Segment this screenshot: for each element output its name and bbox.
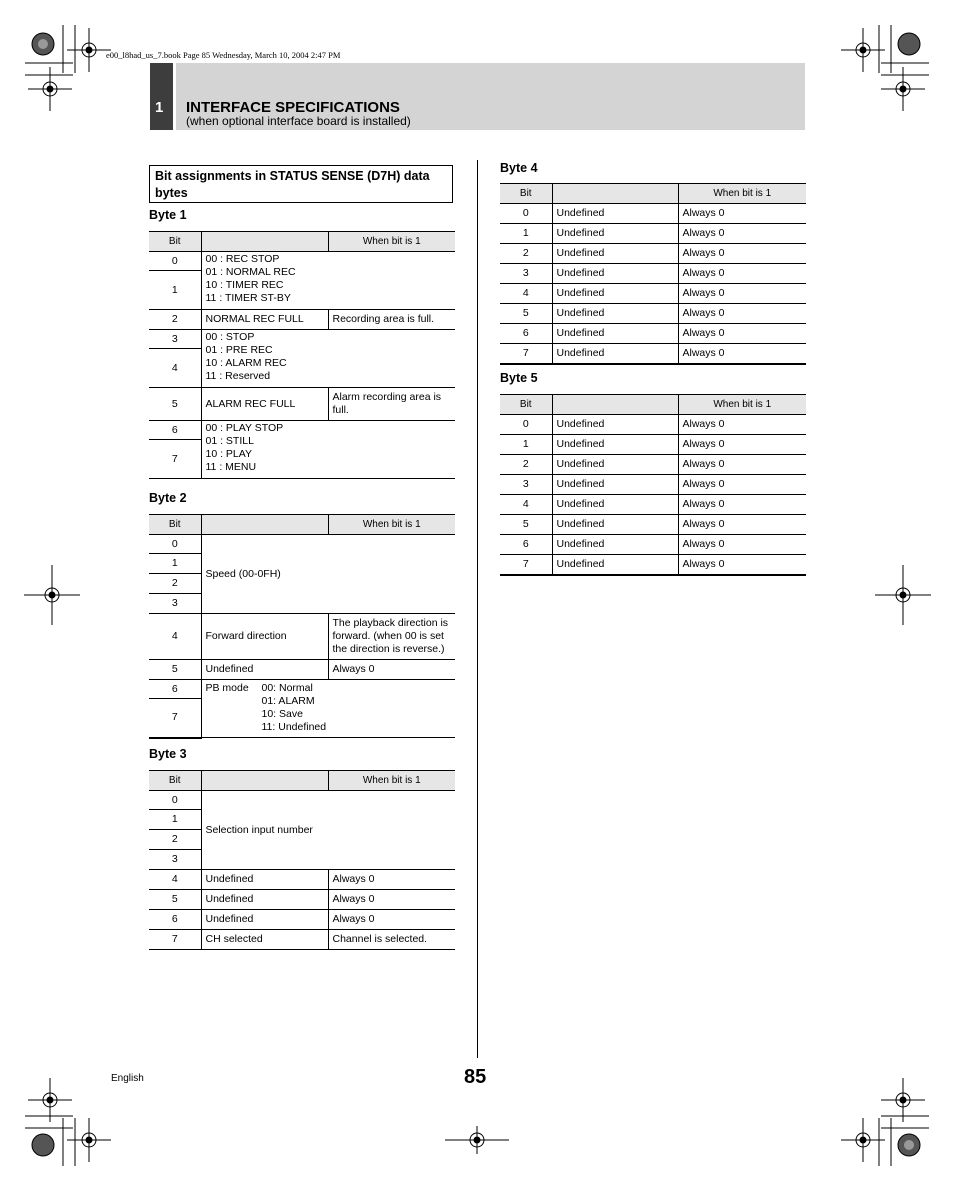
table-row [500,535,806,555]
desc-cell: Undefined [552,475,678,495]
desc-cell: Undefined [552,224,678,244]
table-row [149,421,455,440]
bit-cell: 6 [149,421,201,440]
desc-cell: CH selected [201,930,328,950]
table-row [500,455,806,475]
when-cell: Always 0 [678,435,806,455]
bit-cell: 4 [149,870,201,890]
bit-cell: 6 [149,910,201,930]
table-row [149,388,455,421]
table-row [149,252,455,271]
table-row [500,555,806,575]
bit-cell: 4 [149,349,201,388]
bit-cell: 0 [500,204,552,224]
table-row [149,680,455,699]
bit-cell: 2 [149,830,201,850]
table-row [149,870,455,890]
desc-cell: Undefined [552,495,678,515]
byte4-label: Byte 4 [500,161,538,175]
bit-cell: 7 [149,930,201,950]
desc-cell: Speed (00-0FH) [201,535,455,614]
desc-cell: NORMAL REC FULL [201,310,328,330]
table-row [500,244,806,264]
table-row [500,224,806,244]
col-bit-header: Bit [149,232,201,252]
when-cell: The playback direction is forward. (when 00 is set the direction is reverse.) [328,614,455,660]
bit-cell: 3 [500,475,552,495]
page-subtitle: (when optional interface board is installed) [186,114,411,128]
bit-cell: 4 [500,284,552,304]
table-header-row [149,771,455,791]
table-row [500,304,806,324]
desc-cell: 00 : REC STOP 01 : NORMAL REC 10 : TIMER REC 11 : TIMER ST-BY [201,252,455,310]
byte3-label: Byte 3 [149,747,187,761]
desc-cell: Undefined [201,870,328,890]
table-row [149,660,455,680]
desc-cell [201,680,455,738]
when-cell: Always 0 [328,910,455,930]
page-number: 85 [464,1066,487,1088]
bit-cell: 5 [149,890,201,910]
bit-cell: 6 [500,535,552,555]
table-row [500,495,806,515]
when-cell: Always 0 [678,284,806,304]
col-when-header: When bit is 1 [328,771,455,791]
when-cell: Always 0 [678,515,806,535]
table-header-row [500,184,806,204]
col-desc-header [201,771,328,791]
when-cell: Always 0 [678,244,806,264]
bit-cell: 0 [149,252,201,271]
bit-cell: 2 [500,455,552,475]
table-row [500,324,806,344]
byte1-label: Byte 1 [149,208,187,222]
section-heading: Bit assignments in STATUS SENSE (D7H) data bytes [149,165,453,203]
when-cell: Always 0 [678,415,806,435]
desc-cell: Selection input number [201,791,455,870]
when-cell: Always 0 [328,660,455,680]
bit-cell: 3 [500,264,552,284]
desc-cell: Undefined [552,244,678,264]
when-cell: Always 0 [678,535,806,555]
bit-cell: 1 [149,271,201,310]
col-bit-header: Bit [500,395,552,415]
col-bit-header: Bit [500,184,552,204]
print-info-line: e00_l8had_us_7.book Page 85 Wednesday, March 10, 2004 2:47 PM [106,50,341,60]
table-row [149,890,455,910]
bit-cell: 7 [149,699,201,738]
desc-cell: Undefined [552,264,678,284]
table-row [149,330,455,349]
bit-cell: 5 [500,515,552,535]
byte1-table [149,231,455,479]
table-header-row [149,232,455,252]
when-cell: Always 0 [678,495,806,515]
bit-cell: 0 [149,535,201,554]
bit-cell: 1 [500,224,552,244]
when-cell: Always 0 [328,870,455,890]
table-row [500,435,806,455]
desc-cell: Undefined [201,890,328,910]
bit-cell: 7 [500,344,552,364]
bit-cell: 2 [500,244,552,264]
col-desc-header [201,232,328,252]
byte4-table [500,183,806,365]
bit-cell: 2 [149,310,201,330]
bit-cell: 6 [500,324,552,344]
col-when-header: When bit is 1 [328,515,455,535]
table-row [500,264,806,284]
when-cell: Always 0 [678,455,806,475]
table-row [149,535,455,554]
desc-cell: Undefined [552,415,678,435]
col-desc-header [552,395,678,415]
byte2-label: Byte 2 [149,491,187,505]
col-bit-header: Bit [149,771,201,791]
desc-cell: Undefined [552,555,678,575]
when-cell: Always 0 [678,304,806,324]
chapter-number: 1 [155,99,164,116]
desc-cell: 00 : STOP 01 : PRE REC 10 : ALARM REC 11 : Reserved [201,330,455,388]
desc-cell: Undefined [552,284,678,304]
desc-cell: Undefined [552,515,678,535]
when-cell: Channel is selected. [328,930,455,950]
table-row [500,204,806,224]
bit-cell: 1 [149,810,201,830]
desc-cell: Undefined [552,455,678,475]
col-desc-header [201,515,328,535]
table-row [500,344,806,364]
when-cell: Always 0 [678,555,806,575]
when-cell: Always 0 [678,264,806,284]
when-cell: Alarm recording area is full. [328,388,455,421]
column-divider [477,160,478,1058]
col-when-header: When bit is 1 [328,232,455,252]
byte3-table [149,770,455,950]
when-cell: Always 0 [678,344,806,364]
bit-cell: 7 [500,555,552,575]
bit-cell: 5 [149,388,201,421]
byte2-table [149,514,455,739]
desc-cell: 00 : PLAY STOP 01 : STILL 10 : PLAY 11 : MENU [201,421,455,479]
page-title: INTERFACE SPECIFICATIONS [186,99,400,116]
byte5-label: Byte 5 [500,371,538,385]
when-cell: Always 0 [678,204,806,224]
table-row [500,475,806,495]
footer-language: English [111,1073,144,1084]
table-header-row [149,515,455,535]
bit-cell: 7 [149,440,201,479]
when-cell: Always 0 [678,324,806,344]
bit-cell: 0 [500,415,552,435]
bit-cell: 5 [149,660,201,680]
bit-cell: 3 [149,850,201,870]
bit-cell: 4 [500,495,552,515]
bit-cell: 4 [149,614,201,660]
desc-cell: Forward direction [201,614,328,660]
bit-cell: 2 [149,574,201,594]
bit-cell: 3 [149,594,201,614]
pb-mode-values: 00: Normal 01: ALARM 10: Save 11: Undefined [261,682,327,733]
bit-cell: 1 [149,554,201,574]
bit-cell: 0 [149,791,201,810]
bit-cell: 1 [500,435,552,455]
when-cell: Always 0 [678,224,806,244]
desc-cell: ALARM REC FULL [201,388,328,421]
table-row [149,310,455,330]
desc-cell: Undefined [552,535,678,555]
desc-cell: Undefined [552,435,678,455]
chapter-tab [150,63,173,130]
table-row [149,791,455,810]
col-desc-header [552,184,678,204]
desc-cell: Undefined [552,304,678,324]
bit-cell: 3 [149,330,201,349]
pb-mode-label: PB mode [205,682,249,694]
table-row [149,614,455,660]
col-when-header: When bit is 1 [678,184,806,204]
desc-cell: Undefined [552,324,678,344]
table-row [500,515,806,535]
byte5-table [500,394,806,576]
when-cell: Recording area is full. [328,310,455,330]
col-bit-header: Bit [149,515,201,535]
when-cell: Always 0 [328,890,455,910]
desc-cell: Undefined [201,910,328,930]
when-cell: Always 0 [678,475,806,495]
table-row [500,415,806,435]
table-row [149,910,455,930]
table-header-row [500,395,806,415]
col-when-header: When bit is 1 [678,395,806,415]
desc-cell: Undefined [552,344,678,364]
bit-cell: 6 [149,680,201,699]
desc-cell: Undefined [552,204,678,224]
table-row [149,930,455,950]
bit-cell: 5 [500,304,552,324]
desc-cell: Undefined [201,660,328,680]
table-row [500,284,806,304]
